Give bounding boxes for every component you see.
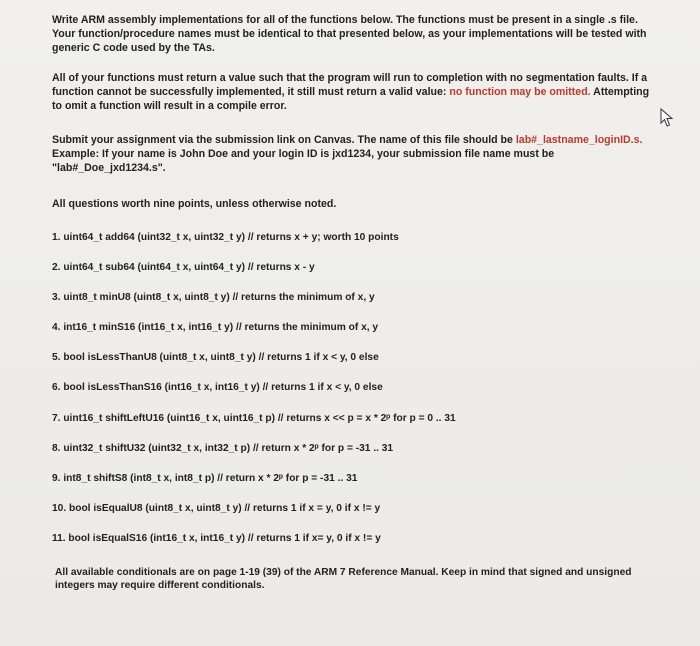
footer-line-2: integers may require different conditionals.: [55, 580, 265, 591]
intro-line-3: generic C code used by the TAs.: [52, 42, 215, 54]
question-11: 11. bool isEqualS16 (int16_t x, int16_t y) // returns 1 if x= y, 0 if x != y: [52, 533, 381, 544]
points-note: All questions worth nine points, unless otherwise noted.: [52, 198, 337, 210]
question-3: 3. uint8_t minU8 (uint8_t x, uint8_t y) // returns the minimum of x, y: [52, 292, 375, 303]
question-5: 5. bool isLessThanU8 (uint8_t x, uint8_t y) // returns 1 if x < y, 0 else: [52, 352, 379, 363]
mouse-pointer-icon: [660, 108, 674, 128]
question-1: 1. uint64_t add64 (uint32_t x, uint32_t y) // returns x + y; worth 10 points: [52, 232, 399, 243]
warning-text: no function may be omitted.: [449, 86, 591, 98]
para2-line-1: All of your functions must return a value such that the program will run to completion with no segmentation faults. If a: [52, 72, 648, 84]
para3-line-2: Example: If your name is John Doe and your login ID is jxd1234, your submission file name must be: [52, 148, 555, 160]
question-6: 6. bool isLessThanS16 (int16_t x, int16_t y) // returns 1 if x < y, 0 else: [52, 382, 383, 393]
question-7: 7. uint16_t shiftLeftU16 (uint16_t x, uint16_t p) // returns x << p = x * 2ᵖ for p = 0 .. 31: [52, 413, 456, 424]
intro-line-1: Write ARM assembly implementations for all of the functions below. The functions must be present in a single .s file.: [52, 14, 638, 26]
question-8: 8. uint32_t shiftU32 (uint32_t x, int32_t p) // return x * 2ᵖ for p = -31 .. 31: [52, 443, 394, 454]
intro-line-2: Your function/procedure names must be identical to that presented below, as your implementations will be tested with: [52, 28, 647, 40]
footer-line-1: All available conditionals are on page 1-19 (39) of the ARM 7 Reference Manual. Keep in mind that signed and unsigned: [55, 567, 632, 578]
para3-line-3: "lab#_Doe_jxd1234.s".: [52, 162, 166, 174]
question-2: 2. uint64_t sub64 (uint64_t x, uint64_t y) // returns x - y: [52, 262, 315, 273]
filename-format: lab#_lastname_loginID.s.: [515, 134, 643, 146]
para3-line-1: Submit your assignment via the submission link on Canvas. The name of this file should be lab#_lastname_loginID.s.: [52, 134, 643, 146]
para2-line-2: function cannot be successfully implemented, it still must return a valid value: no function may be omitted. Attempting: [52, 86, 650, 98]
question-10: 10. bool isEqualU8 (uint8_t x, uint8_t y) // returns 1 if x = y, 0 if x != y: [52, 503, 381, 514]
question-4: 4. int16_t minS16 (int16_t x, int16_t y) // returns the minimum of x, y: [52, 322, 379, 333]
para2-line-3: to omit a function will result in a compile error.: [52, 100, 287, 112]
question-9: 9. int8_t shiftS8 (int8_t x, int8_t p) // return x * 2ᵖ for p = -31 .. 31: [52, 473, 358, 484]
